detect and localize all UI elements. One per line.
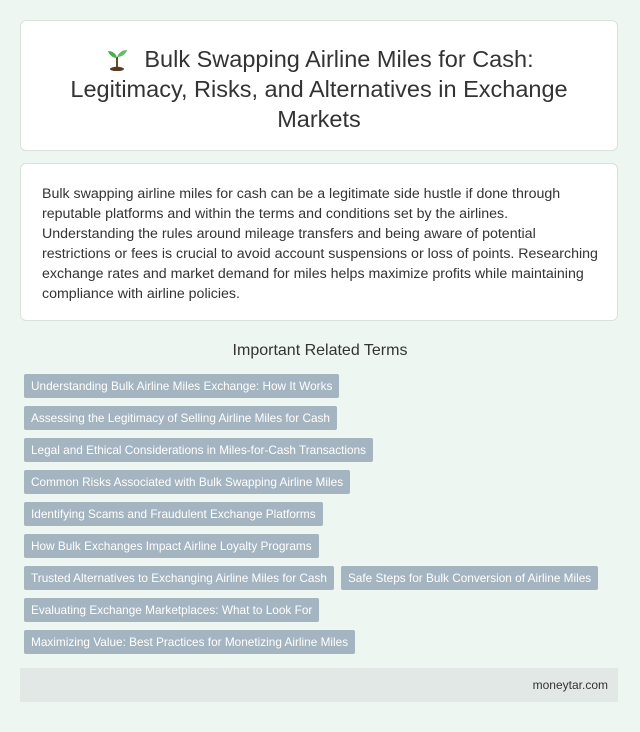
intro-card: [20, 163, 618, 321]
related-term-tag[interactable]: Understanding Bulk Airline Miles Exchange: How It Works: [24, 374, 339, 398]
tag-row: [24, 374, 624, 406]
footer: [20, 668, 618, 702]
related-term-tag[interactable]: Safe Steps for Bulk Conversion of Airline Miles: [341, 566, 598, 590]
related-term-tag[interactable]: Assessing the Legitimacy of Selling Airline Miles for Cash: [24, 406, 337, 430]
title-line-1: [21, 44, 617, 74]
related-terms-list: [24, 374, 624, 662]
tag-row: [24, 502, 624, 534]
tag-row: [24, 438, 624, 470]
tag-row: [24, 566, 624, 598]
title-text-1: Bulk Swapping Airline Miles for Cash:: [144, 46, 534, 72]
title-card: [20, 20, 618, 151]
tag-row: [24, 598, 624, 630]
page-title: [21, 44, 617, 134]
related-term-tag[interactable]: Trusted Alternatives to Exchanging Airline Miles for Cash: [24, 566, 334, 590]
title-line-2: Legitimacy, Risks, and Alternatives in Exchange: [70, 76, 568, 102]
related-term-tag[interactable]: How Bulk Exchanges Impact Airline Loyalty Programs: [24, 534, 319, 558]
related-term-tag[interactable]: Maximizing Value: Best Practices for Monetizing Airline Miles: [24, 630, 355, 654]
related-terms-heading: Important Related Terms: [232, 342, 408, 359]
sprout-icon: [104, 45, 130, 71]
related-term-tag[interactable]: Common Risks Associated with Bulk Swapping Airline Miles: [24, 470, 350, 494]
tag-row: [24, 406, 624, 438]
tag-row: [24, 630, 624, 662]
footer-site-name[interactable]: moneytar.com: [532, 678, 608, 692]
title-line-3: Markets: [277, 106, 361, 132]
tag-row: [24, 534, 624, 566]
intro-paragraph: Bulk swapping airline miles for cash can be a legitimate side hustle if done through reputable platforms and within the terms and conditions set by the airlines. Understanding the rules around mileage transfers and being aware of potential restrictions or fees is crucial to avoid account suspensions or loss of points. Researching exchange rates and market demand for miles helps maximize profits while maintaining compliance with airline policies.: [42, 186, 598, 302]
related-term-tag[interactable]: Identifying Scams and Fraudulent Exchange Platforms: [24, 502, 323, 526]
tag-row: [24, 470, 624, 502]
related-term-tag[interactable]: Legal and Ethical Considerations in Miles-for-Cash Transactions: [24, 438, 373, 462]
related-term-tag[interactable]: Evaluating Exchange Marketplaces: What to Look For: [24, 598, 319, 622]
